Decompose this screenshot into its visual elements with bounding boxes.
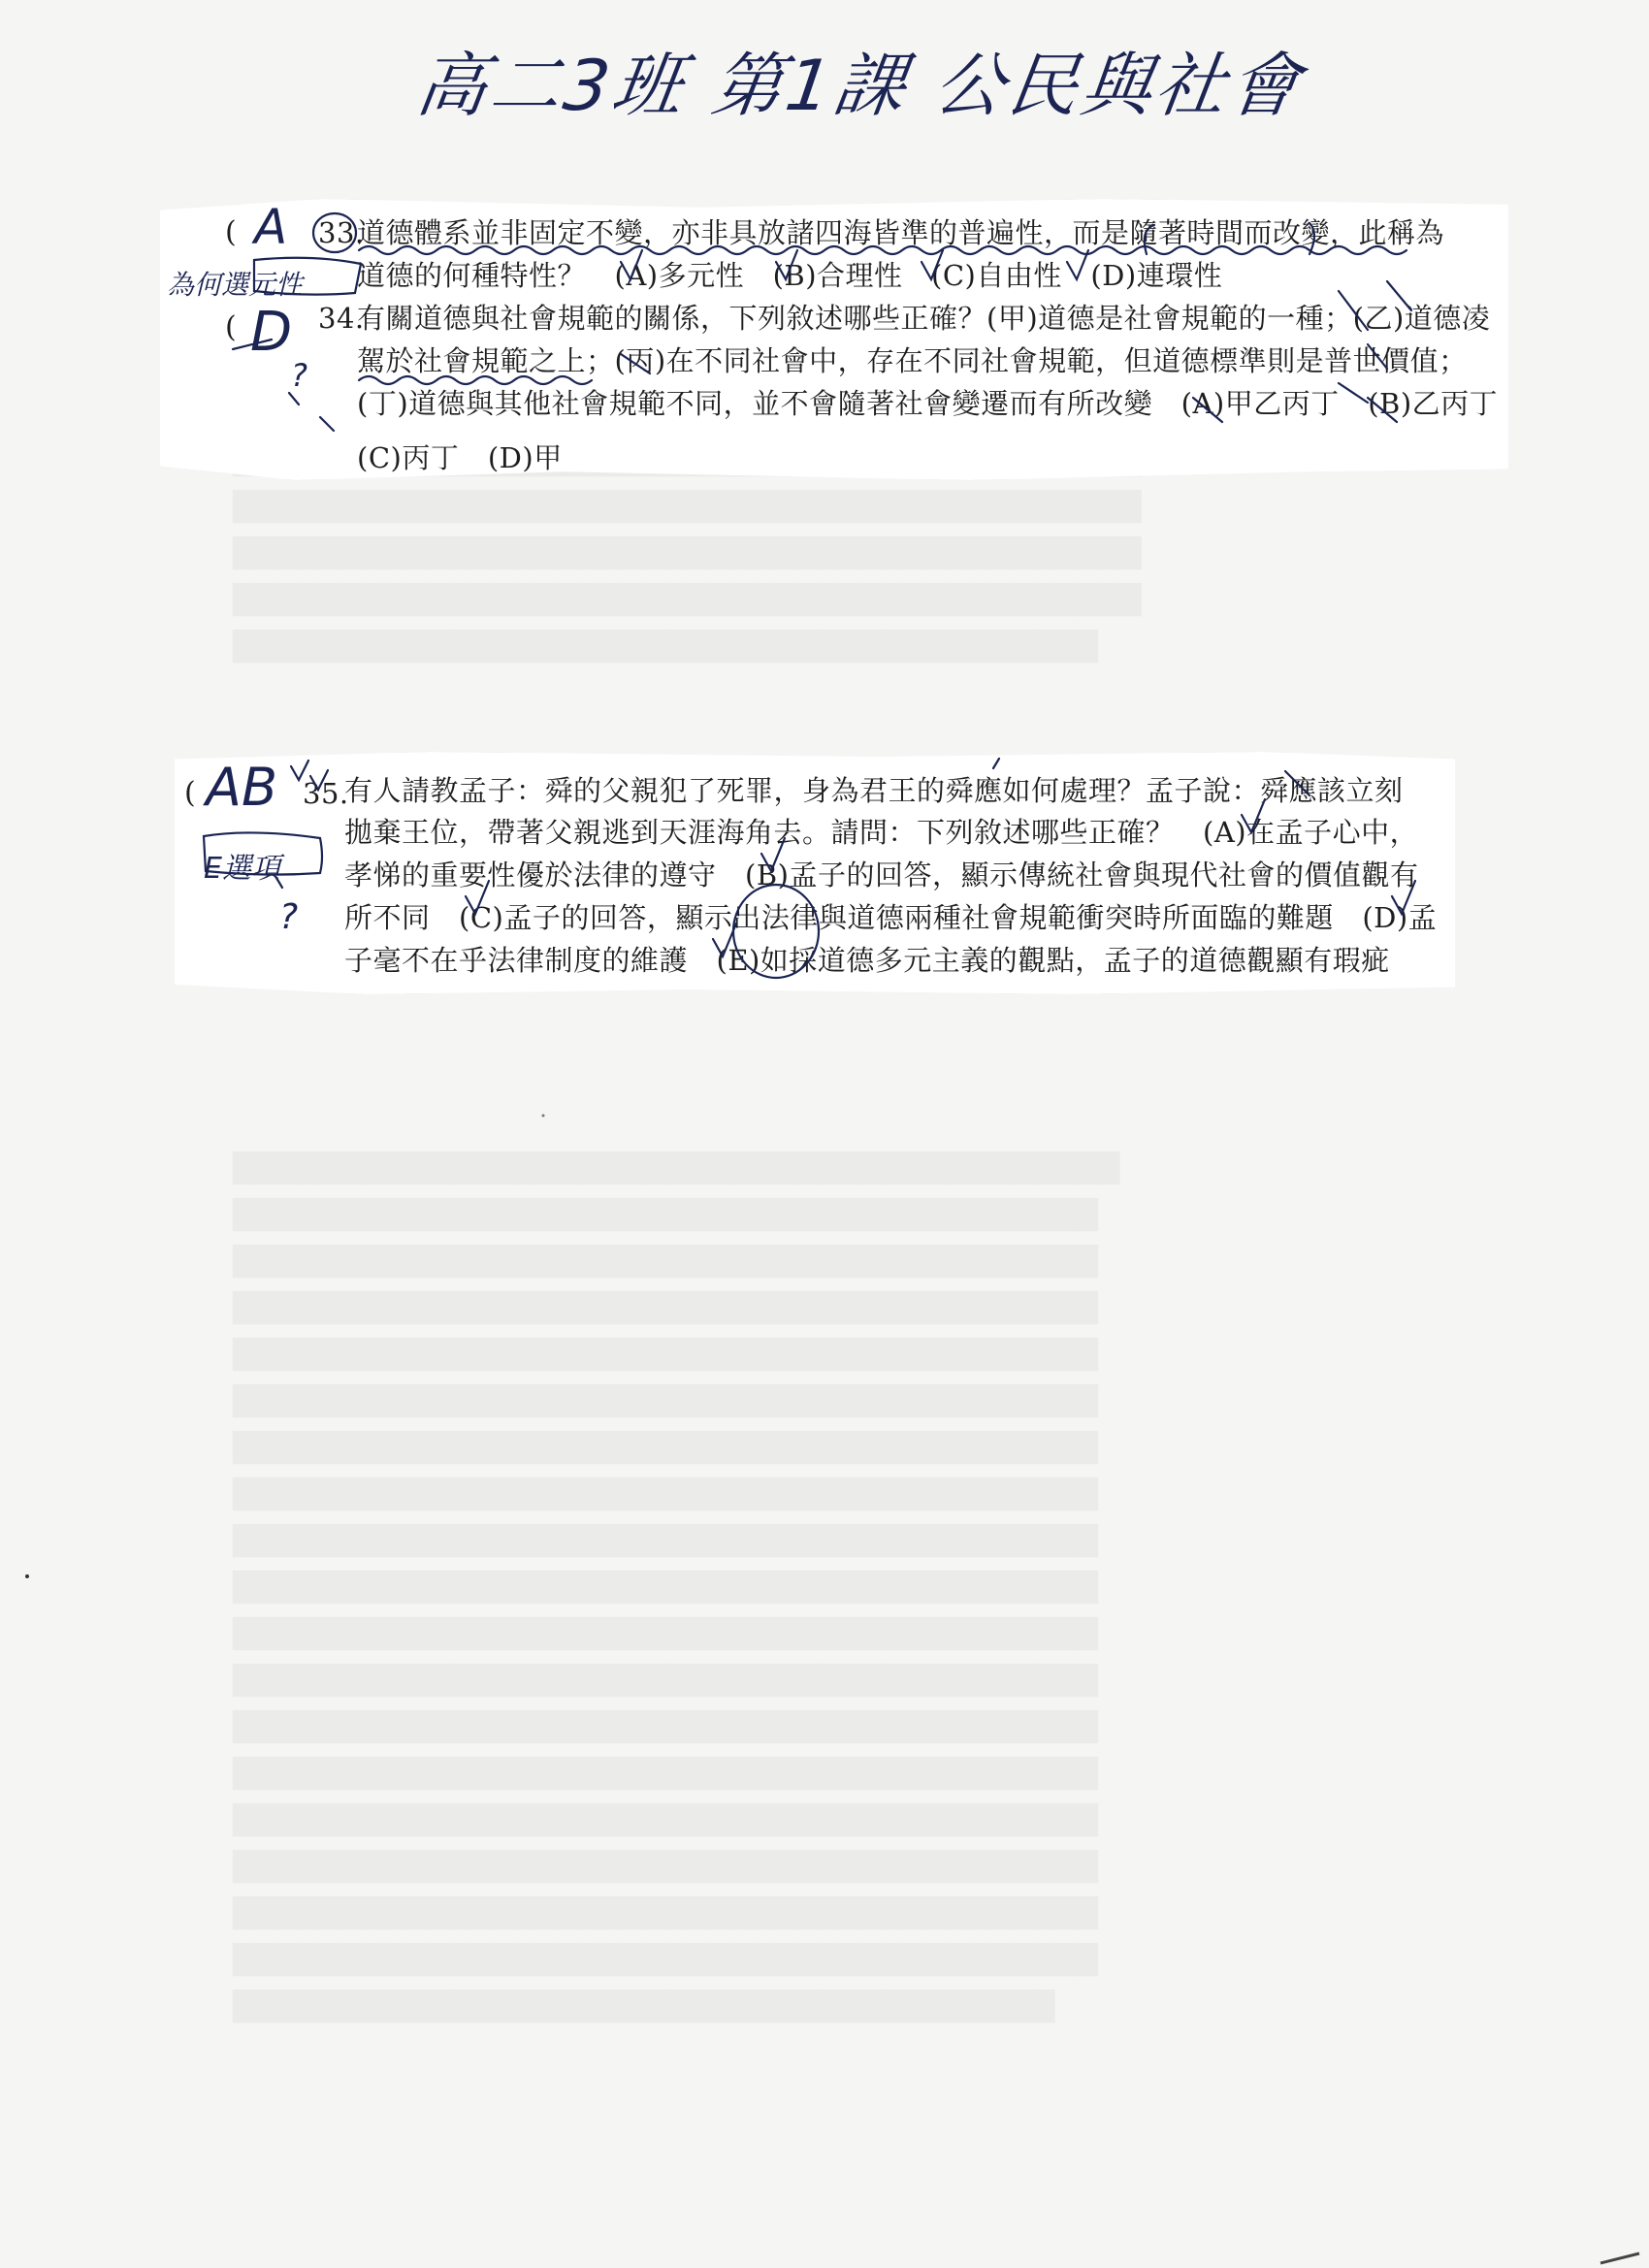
paper-speck [25, 1574, 29, 1578]
q34-stem-line-3: (丁)道德與其他社會規範不同，並不會隨著社會變遷而有所改變 (A)甲乙丙丁 (B)乙丙丁 [357, 387, 1499, 420]
q35-stem-line-2: 拋棄王位，帶著父親逃到天涯海角去。請問：下列敘述哪些正確？ (A)在孟子心中， [344, 816, 1419, 849]
scanner-corner-mark [1591, 2249, 1649, 2268]
q34-answer-paren: ( [225, 310, 237, 344]
q35-answer-paren: ( [184, 776, 196, 810]
handwritten-title-ink [411, 17, 1310, 153]
q35-margin-note: E選項 [204, 852, 280, 886]
handwritten-title [411, 17, 1310, 153]
handwritten-title-text: 高二3班 第1課 公民與社會 [411, 46, 1310, 127]
q33-stem-line-1: 道德體系並非固定不變，亦非具放諸四海皆準的普遍性，而是隨著時間而改變，此稱為 [357, 216, 1445, 249]
bleed-through-text [233, 1145, 1119, 2029]
q33-stem-line-2: 道德的何種特性？ (A)多元性 (B)合理性 (C)自由性 (D)連環性 [357, 259, 1223, 292]
q35-stem-line-1: 有人請教孟子：舜的父親犯了死罪，身為君王的舜應如何處理？孟子說：舜應該立刻 [344, 774, 1404, 807]
q35-handwritten-answer: AB [206, 757, 277, 818]
q35-stem-line-4: 所不同 (C)孟子的回答，顯示出法律與道德兩種社會規範衝突時所面臨的難題 (D)孟 [344, 901, 1438, 934]
q34-stem-line-4: (C)丙丁 (D)甲 [357, 441, 563, 474]
q34-stem-line-1: 有關道德與社會規範的關係，下列敘述哪些正確？(甲)道德是社會規範的一種；(乙)道德凌 [357, 302, 1491, 335]
q34-margin-question: ? [291, 357, 307, 394]
q34-handwritten-answer: D [250, 301, 293, 364]
q33-answer-paren: ( [225, 215, 237, 249]
q35-number: 35. [303, 777, 349, 810]
q33-margin-note: 為何選元性 [167, 269, 304, 301]
q33-number: 33. [318, 216, 365, 249]
paper-speck-2 [542, 1115, 545, 1118]
q35-stem-line-5: 子毫不在乎法律制度的維護 (E)如採道德多元主義的觀點，孟子的道德觀顯有瑕疵 [344, 944, 1390, 977]
q33-handwritten-answer: A [254, 199, 288, 255]
q34-number: 34. [318, 302, 365, 335]
q35-stem-line-3: 孝悌的重要性優於法律的遵守 (B)孟子的回答，顯示傳統社會與現代社會的價值觀有 [344, 859, 1419, 891]
q35-margin-question: ? [279, 897, 299, 937]
q34-stem-line-2: 駕於社會規範之上；(丙)在不同社會中，存在不同社會規範，但道德標準則是普世價值； [357, 344, 1468, 377]
